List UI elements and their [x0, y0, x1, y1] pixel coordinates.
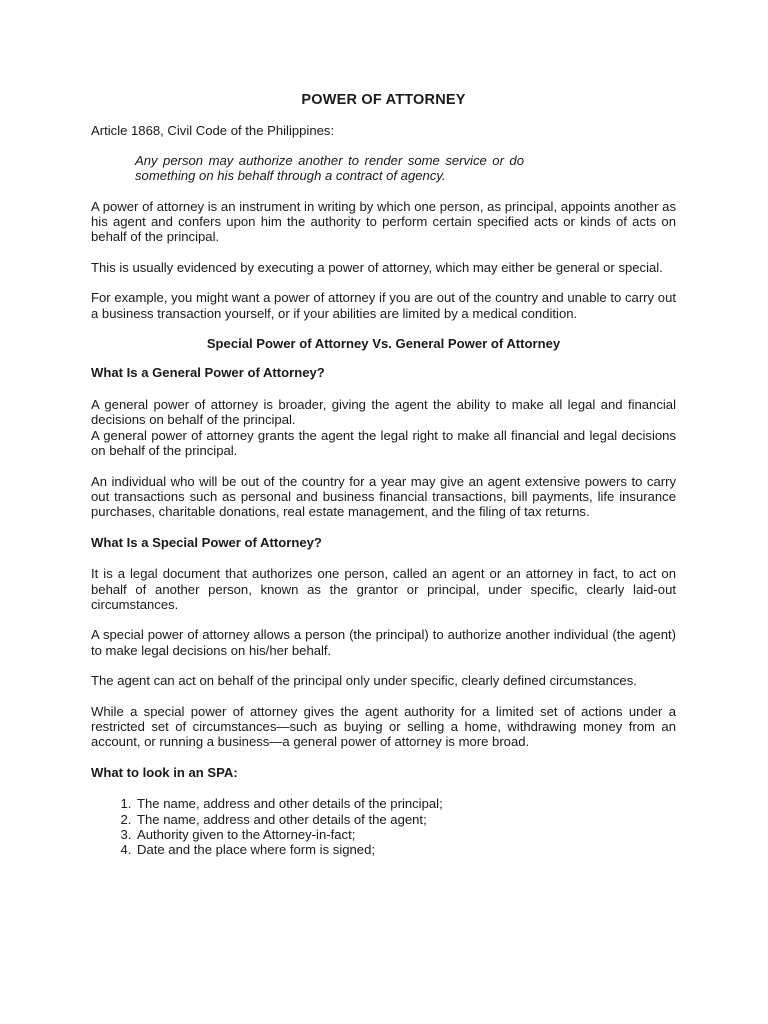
general-poa-paragraph-2: An individual who will be out of the country for a year may give an agent extensive powers to carry out transactions such as personal and business financial transactions, bill payments, life insurance purchases, charitable donations, real estate management, and the filing of tax returns. [91, 473, 676, 520]
article-quote: Any person may authorize another to render some service or do something on his behalf through a contract of agency. [135, 152, 524, 184]
evidenced-paragraph: This is usually evidenced by executing a power of attorney, which may either be general or special. [91, 259, 663, 275]
special-poa-paragraph-4: While a special power of attorney gives the agent authority for a limited set of actions under a restricted set of circumstances—such as buying or selling a home, withdrawing money from an account, or running a business—a general power of attorney is more broad. [91, 703, 676, 750]
list-item: 1. The name, address and other details of the principal; [135, 796, 676, 811]
example-paragraph: For example, you might want a power of attorney if you are out of the country and unable to carry out a business transaction yourself, or if your abilities are limited by a medical condition. [91, 290, 676, 321]
list-item: 2. The name, address and other details of the agent; [135, 812, 676, 827]
special-poa-paragraph-3: The agent can act on behalf of the principal only under specific, clearly defined circumstances. [91, 673, 637, 689]
special-poa-paragraph-1: It is a legal document that authorizes one person, called an agent or an attorney in fact, to act on behalf of another person, known as the grantor or principal, under specific, clearly laid-out circumstances. [91, 566, 676, 612]
spa-checklist-heading: What to look in an SPA: [91, 764, 238, 780]
general-poa-paragraph-1a: A general power of attorney is broader, giving the agent the ability to make all legal and financial decisions on behalf of the principal. [91, 396, 676, 428]
general-poa-heading: What Is a General Power of Attorney? [91, 365, 325, 381]
article-reference: Article 1868, Civil Code of the Philippines: [91, 123, 335, 139]
definition-paragraph: A power of attorney is an instrument in writing by which one person, as principal, appoints another as his agent and confers upon him the authority to perform certain specified acts or kinds of acts on behalf of the principal. [91, 198, 676, 245]
spa-checklist [91, 796, 676, 858]
special-poa-paragraph-2: A special power of attorney allows a person (the principal) to authorize another individual (the agent) to make legal decisions on his/her behalf. [91, 627, 676, 658]
document-page [91, 93, 676, 858]
list-item: 3. Authority given to the Attorney-in-fact; [135, 827, 676, 842]
list-item: 4. Date and the place where form is signed; [135, 842, 676, 857]
comparison-heading: Special Power of Attorney Vs. General Power of Attorney [206, 336, 561, 352]
special-poa-heading: What Is a Special Power of Attorney? [91, 534, 322, 550]
document-title: POWER OF ATTORNEY [301, 92, 466, 108]
general-poa-paragraph-1b: A general power of attorney grants the agent the legal right to make all financial and legal decisions on behalf of the principal. [91, 427, 676, 459]
